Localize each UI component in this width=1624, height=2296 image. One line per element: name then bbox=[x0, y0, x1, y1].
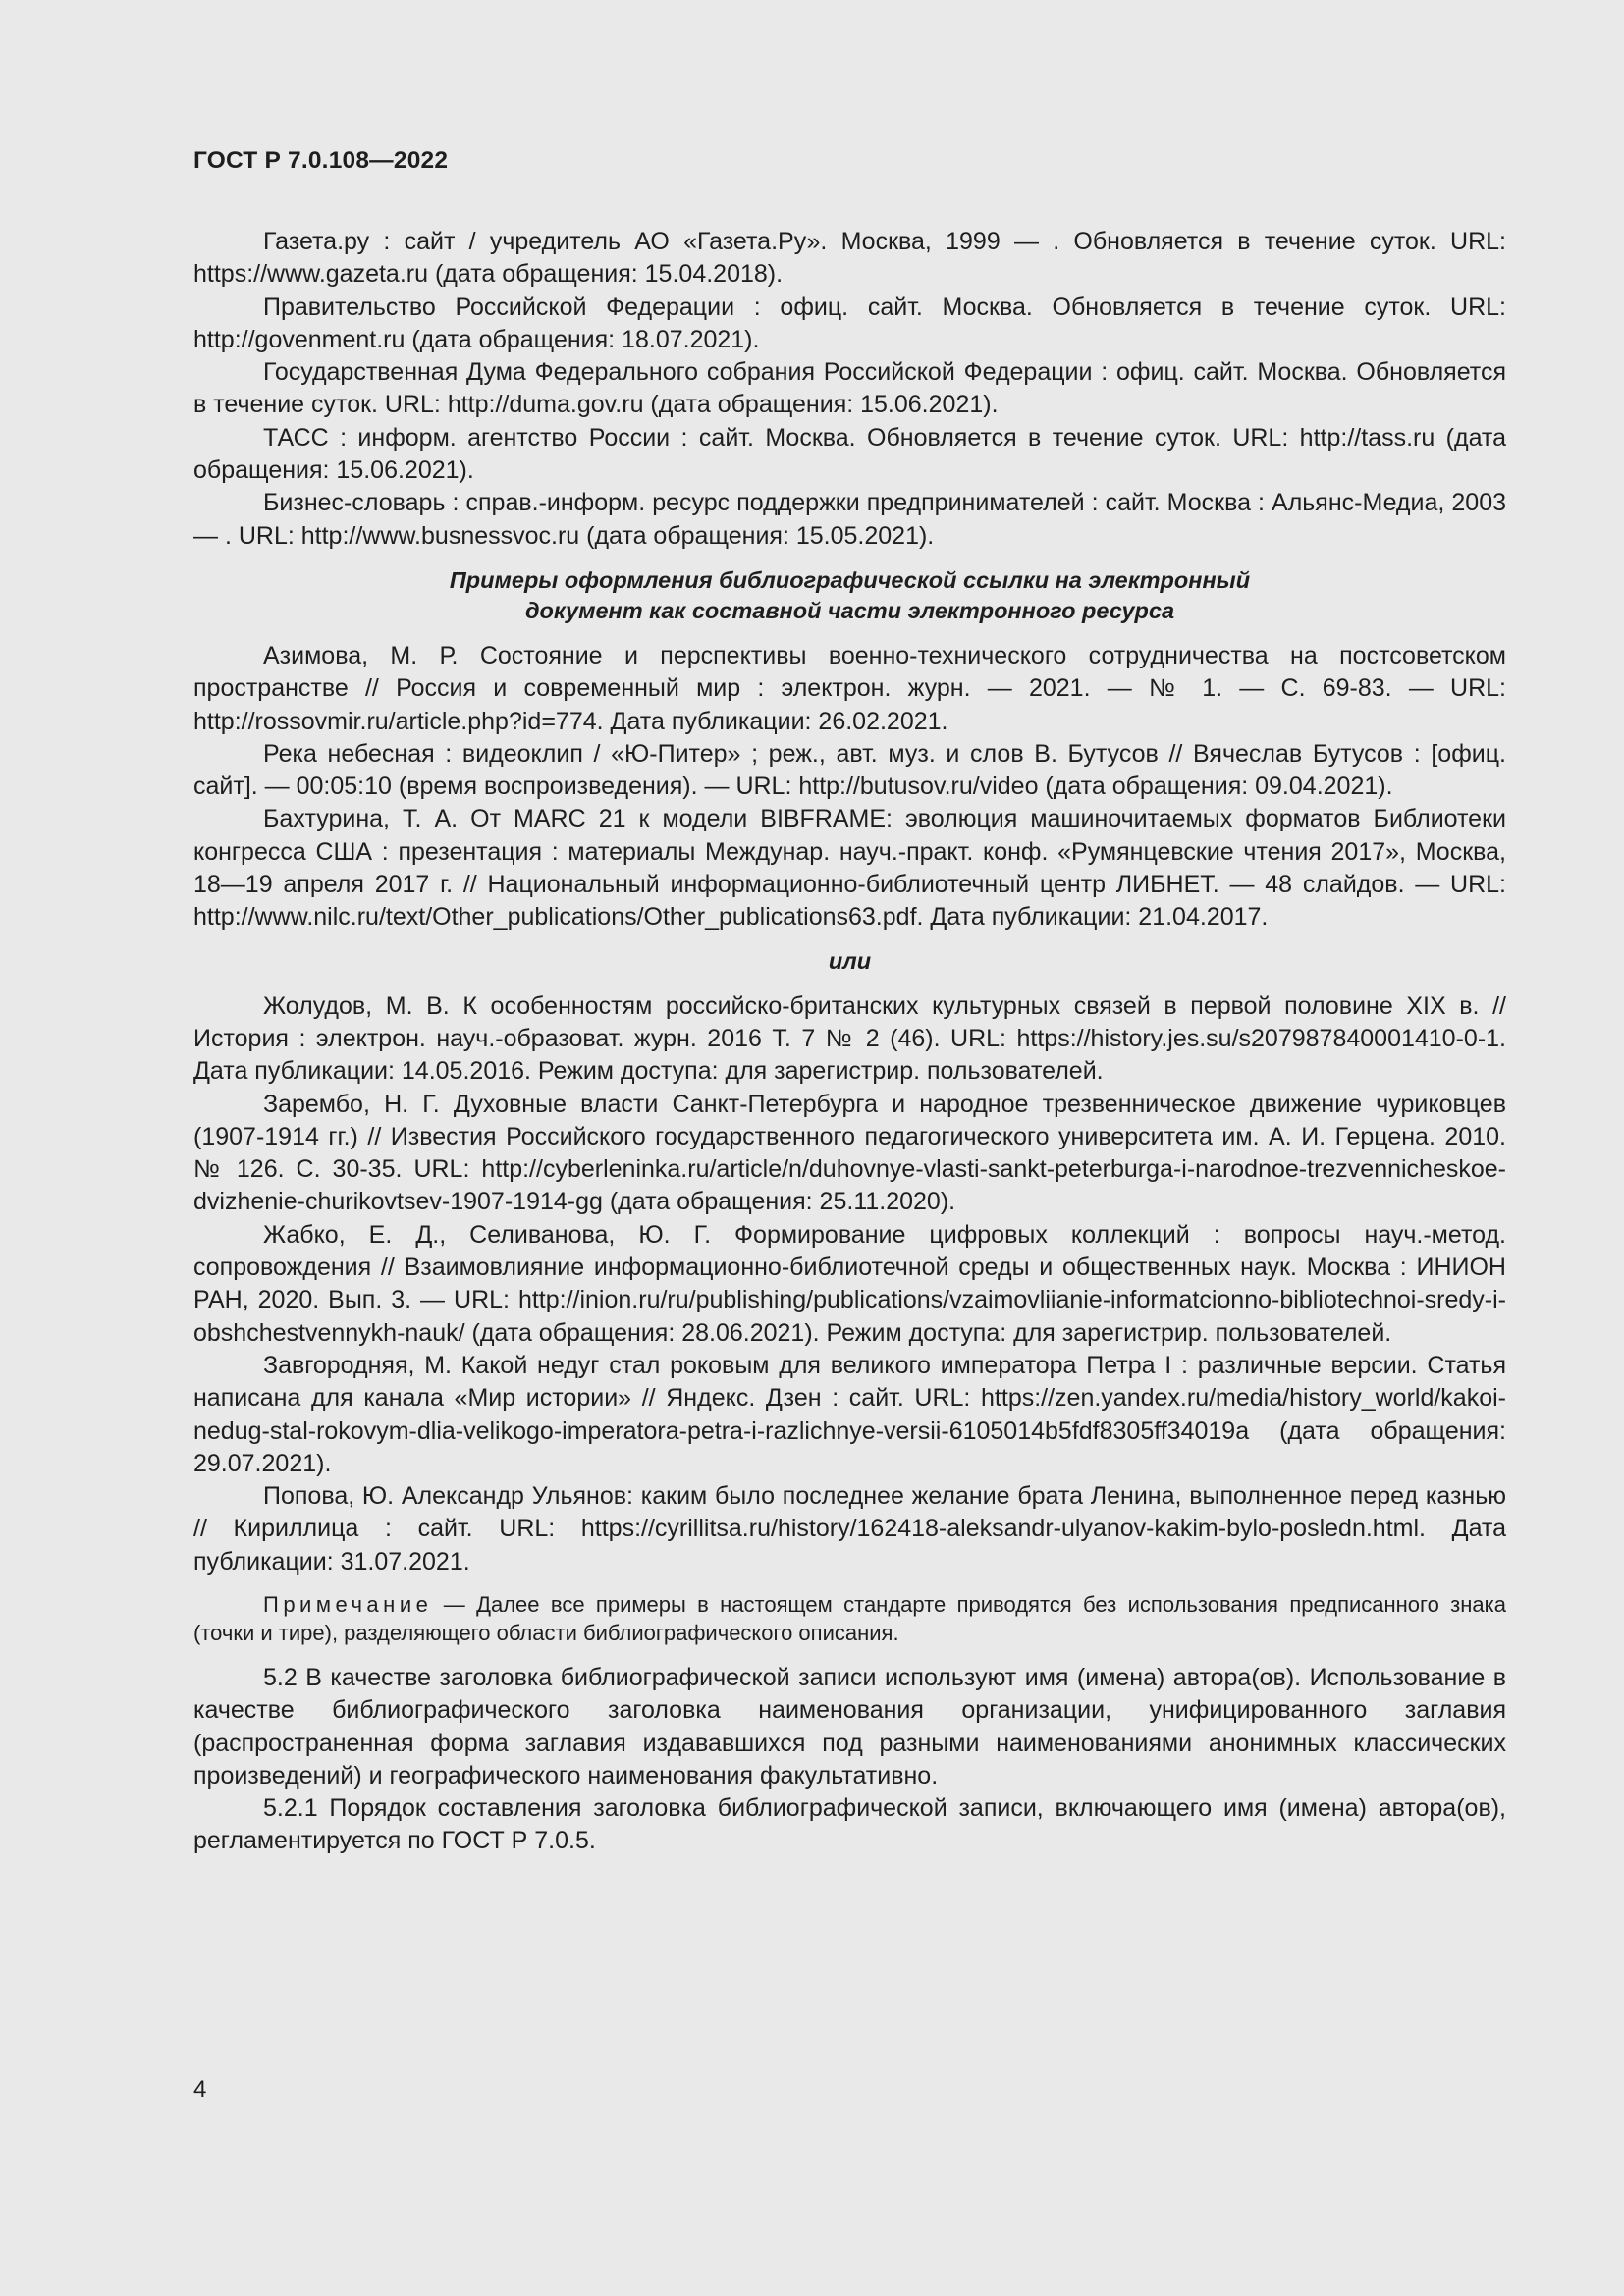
section-heading-line-2: документ как составной части электронного ресурса bbox=[524, 597, 1175, 623]
note bbox=[193, 1590, 1506, 1647]
example-part-azimova: Азимова, М. Р. Состояние и перспективы военно-технического сотрудничества на постсоветском пространстве // Россия и современный мир : электрон. журн. — 2021. — № 1. — С. 69-83. — URL: http://rossovmir.ru/article.php?id=774. Дата публикации: 26.02.2021. bbox=[193, 641, 1506, 735]
section-heading-line-1: Примеры оформления библиографической ссылки на электронный bbox=[449, 566, 1251, 593]
or-separator: или bbox=[828, 947, 872, 974]
example-site-gazeta: Газета.ру : сайт / учредитель АО «Газета.Ру». Москва, 1999 — . Обновляется в течение суток. URL: https://www.gazeta.ru (дата обращения: 15.04.2018). bbox=[193, 228, 1506, 289]
example-part-popova: Попова, Ю. Александр Ульянов: каким было последнее желание брата Ленина, выполненное перед казнью // Кириллица : сайт. URL: https://cyrillitsa.ru/history/162418-aleksandr-ulyanov-kakim-bylo-posledn.html. Дата публикации: 31.07.2021. bbox=[193, 1482, 1506, 1575]
section-heading bbox=[193, 565, 1506, 626]
clause-5-2-1: 5.2.1 Порядок составления заголовка библиографической записи, включающего имя (имена) автора(ов), регламентируется по ГОСТ Р 7.0.5. bbox=[193, 1794, 1506, 1855]
clause-5-2: 5.2 В качестве заголовка библиографической записи используют имя (имена) автора(ов). Использование в качестве библиографического заголовка наименования организации, унифицированного заглавия (распространенная форма заглавия издававшихся под разными наименованиями анонимных классических произведений) и географического наименования факультативно. bbox=[193, 1663, 1506, 1789]
example-part-zhabko: Жабко, Е. Д., Селиванова, Ю. Г. Формирование цифровых коллекций : вопросы науч.-метод. сопровождения // Взаимовлияние информационно-библиотечной среды и общественных наук. Москва : ИНИОН РАН, 2020. Вып. 3. — URL: http://inion.ru/ru/publishing/publications/vzaimovliianie-informatcionno-bibliotechnoi-sredy-i-obshchestvennykh-nauk/ (дата обращения: 28.06.2021). Режим доступа: для зарегистрир. пользователей. bbox=[193, 1220, 1506, 1347]
example-site-government: Правительство Российской Федерации : офиц. сайт. Москва. Обновляется в течение суток. URL: http://govenment.ru (дата обращения: 18.07.2021). bbox=[193, 293, 1506, 353]
example-part-bakhturina: Бахтурина, Т. А. От MARC 21 к модели BIBFRAME: эволюция машиночитаемых форматов Библиотеки конгресса США : презентация : материалы Междунар. науч.-практ. конф. «Румянцевские чтения 2017», Москва, 18—19 апреля 2017 г. // Национальный информационно-библиотечный центр ЛИБНЕТ. — 48 слайдов. — URL: http://www.nilc.ru/text/Other_publications/Other_publications63.pdf. Дата публикации: 21.04.2017. bbox=[193, 805, 1506, 932]
example-site-business-dictionary: Бизнес-словарь : справ.-информ. ресурс поддержки предпринимателей : сайт. Москва : Альянс-Медиа, 2003 — . URL: http://www.busnessvoc.ru (дата обращения: 15.05.2021). bbox=[193, 489, 1506, 550]
document-body bbox=[193, 226, 1506, 1858]
example-site-tass: ТАСС : информ. агентство России : сайт. Москва. Обновляется в течение суток. URL: http://tass.ru (дата обращения: 15.06.2021). bbox=[193, 423, 1506, 485]
note-text: — Далее все примеры в настоящем стандарте приводятся без использования предписанного знака (точки и тире), разделяющего области библиографического описания. bbox=[193, 1591, 1506, 1645]
example-part-reka-nebesnaya: Река небесная : видеоклип / «Ю-Питер» ; реж., авт. муз. и слов В. Бутусов // Вячеслав Бутусов : [офиц. сайт]. — 00:05:10 (время воспроизведения). — URL: http://butusov.ru/video (дата обращения: 09.04.2021). bbox=[193, 739, 1506, 801]
document-header: ГОСТ Р 7.0.108—2022 bbox=[193, 147, 449, 174]
page-number: 4 bbox=[193, 2076, 207, 2103]
example-part-zholudov: Жолудов, М. В. К особенностям российско-британских культурных связей в первой половине XIX в. // История : электрон. науч.-образоват. журн. 2016 Т. 7 № 2 (46). URL: https://history.jes.su/s207987840001410-0-1. Дата публикации: 14.05.2016. Режим доступа: для зарегистрир. пользователей. bbox=[193, 991, 1506, 1086]
example-part-zarembo: Зарембо, Н. Г. Духовные власти Санкт-Петербурга и народное трезвенническое движение чуриковцев (1907-1914 гг.) // Известия Российского государственного педагогического университета им. А. И. Герцена. 2010. № 126. С. 30-35. URL: http://cyberleninka.ru/article/n/duhovnye-vlasti-sankt-peterburga-i-narodnoe-trezvennicheskoe-dvizhenie-churikovtsev-1907-1914-gg (дата обращения: 25.11.2020). bbox=[193, 1090, 1506, 1216]
note-label: Примечание bbox=[263, 1591, 433, 1617]
example-part-zavgorodnyaya: Завгородняя, М. Какой недуг стал роковым для великого императора Петра I : различные версии. Статья написана для канала «Мир истории» // Яндекс. Дзен : сайт. URL: https://zen.yandex.ru/media/history_world/kakoi-nedug-stal-rokovym-dlia-velikogo-imperatora-petra-i-razlichnye-versii-6105014b5fdf8305ff34019a (дата обращения: 29.07.2021). bbox=[193, 1351, 1506, 1477]
example-site-duma: Государственная Дума Федерального собрания Российской Федерации : офиц. сайт. Москва. Обновляется в течение суток. URL: http://duma.gov.ru (дата обращения: 15.06.2021). bbox=[193, 358, 1506, 419]
